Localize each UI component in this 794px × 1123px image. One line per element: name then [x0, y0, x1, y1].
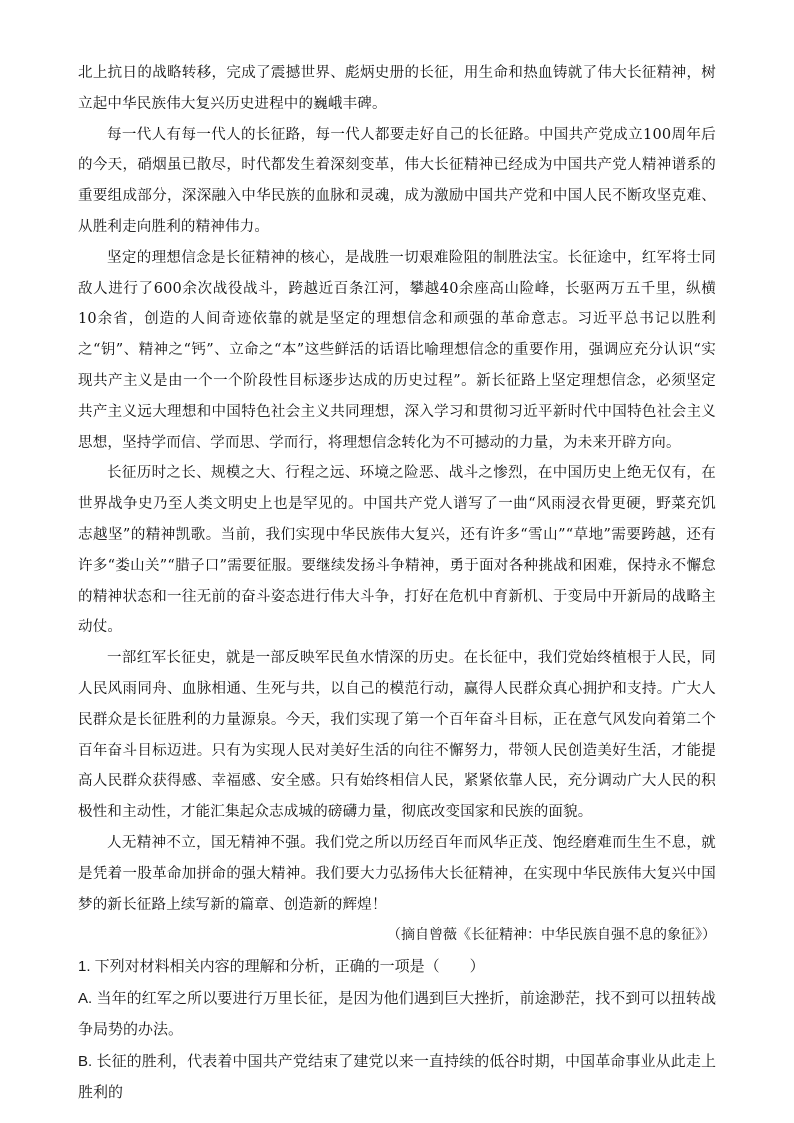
passage-source-citation: （摘自曾薇《长征精神：中华民族自强不息的象征》） [387, 927, 716, 944]
question-section [78, 951, 716, 1109]
passage-paragraph: 北上抗日的战略转移，完成了震撼世界、彪炳史册的长征，用生命和热血铸就了伟大长征精神，树立起中华民族伟大复兴历史进程中的巍峨丰碑。 [78, 65, 716, 112]
passage-paragraph: 坚定的理想信念是长征精神的核心，是战胜一切艰难险阻的制胜法宝。长征途中，红军将士同敌人进行了600余次战役战斗，跨越近百条江河，攀越40余座高山险峰，长驱两万五千里，纵横10余省，创造的人间奇迹依靠的就是坚定的理想信念和顽强的革命意志。习近平总书记以胜利之“钥”、精神之“钙”、立命之“本”这些鲜活的话语比喻理想信念的重要作用，强调应充分认识“实现共产主义是由一个一个阶段性目标逐步达成的历史过程”。新长征路上坚定理想信念，必须坚定共产主义远大理想和中国特色社会主义共同理想，深入学习和贯彻习近平新时代中国特色社会主义思想，坚持学而信、学而思、学而行，将理想信念转化为不可撼动的力量，为未来开辟方向。 [78, 249, 716, 451]
passage-paragraph: 一部红军长征史，就是一部反映军民鱼水情深的历史。在长征中，我们党始终植根于人民，同人民风雨同舟、血脉相通、生死与共，以自己的模范行动，赢得人民群众真心拥护和支持。广大人民群众是长征胜利的力量源泉。今天，我们实现了第一个百年奋斗目标，正在意气风发向着第二个百年奋斗目标迈进。只有为实现人民对美好生活的向往不懈努力，带领人民创造美好生活，才能提高人民群众获得感、幸福感、安全感。只有始终相信人民，紧紧依靠人民，充分调动广大人民的积极性和主动性，才能汇集起众志成城的磅礴力量，彻底改变国家和民族的面貌。 [78, 650, 716, 821]
question-1-stem: 1. 下列对材料相关内容的理解和分析，正确的一项是（ ） [78, 958, 485, 976]
passage-paragraph: 人无精神不立，国无精神不强。我们党之所以历经百年而风华正茂、饱经磨难而生生不息，就是凭着一股革命加拼命的强大精神。我们要大力弘扬伟大长征精神，在实现中华民族伟大复兴中国梦的新长征路上续写新的篇章、创造新的辉煌！ [78, 834, 716, 913]
passage-paragraph: 每一代人有每一代人的长征路，每一代人都要走好自己的长征路。中国共产党成立100周年后的今天，硝烟虽已散尽，时代都发生着深刻变革，伟大长征精神已经成为中国共产党人精神谱系的重要组成部分，深深融入中华民族的血脉和灵魂，成为激励中国共产党和中国人民不断攻坚克难、从胜利走向胜利的精神伟力。 [78, 126, 716, 235]
passage-paragraph: 长征历时之长、规模之大、行程之远、环境之险恶、战斗之惨烈，在中国历史上绝无仅有，在世界战争史乃至人类文明史上也是罕见的。中国共产党人谱写了一曲“风雨浸衣骨更硬，野菜充饥志越坚”的精神凯歌。当前，我们实现中华民族伟大复兴，还有许多“雪山”“草地”需要跨越，还有许多“娄山关”“腊子口”需要征服。要继续发扬斗争精神，勇于面对各种挑战和困难，保持永不懈怠的精神状态和一往无前的奋斗姿态进行伟大斗争，打好在危机中育新机、于变局中开新局的战略主动仗。 [78, 465, 716, 636]
reading-passage [78, 58, 716, 920]
question-1-option-a: A. 当年的红军之所以要进行万里长征，是因为他们遇到巨大挫折，前途渺茫，找不到可以扭转战争局势的办法。 [78, 989, 716, 1039]
question-1-option-b: B. 长征的胜利，代表着中国共产党结束了建党以来一直持续的低谷时期，中国革命事业从此走上胜利的 [78, 1052, 716, 1102]
